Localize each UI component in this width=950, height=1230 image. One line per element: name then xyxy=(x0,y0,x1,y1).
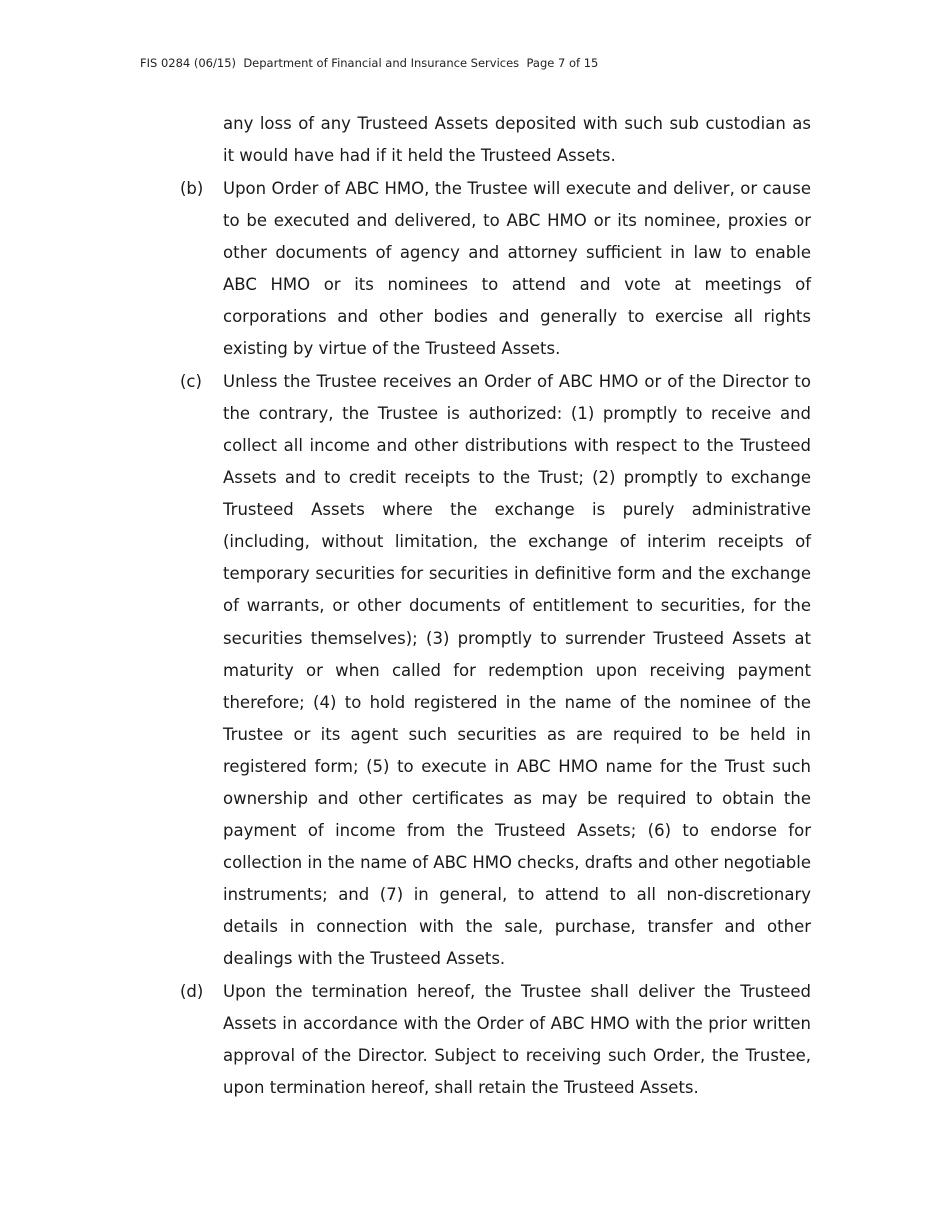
item-text-c: Unless the Trustee receives an Order of ABC HMO or of the Director to the contrary, the Trustee is authorized: (1) promptly to receive and collect all income and other distributions with respect to the Trusteed Assets and to credit receipts to the Trust; (2) promptly to exchange Trusteed Assets where the exchange is purely administrative (including, without limitation, the exchange of interim receipts of temporary securities for securities in definitive form and the exchange of warrants, or other documents of entitlement to securities, for the securities themselves); (3) promptly to surrender Trusteed Assets at maturity or when called for redemption upon receiving payment therefore; (4) to hold registered in the name of the nominee of the Trustee or its agent such securities as are required to be held in registered form; (5) to execute in ABC HMO name for the Trust such ownership and other certificates as may be required to obtain the payment of income from the Trusteed Assets; (6) to endorse for collection in the name of ABC HMO checks, drafts and other negotiable instruments; and (7) in general, to attend to all non-discretionary details in connection with the sale, purchase, transfer and other dealings with the Trusteed Assets. xyxy=(223,371,811,969)
item-label-b: (b) xyxy=(180,178,204,198)
page-number: Page 7 of 15 xyxy=(526,56,599,70)
document-body xyxy=(180,108,811,1104)
list-item-c xyxy=(180,366,811,976)
department-name: Department of Financial and Insurance Services xyxy=(243,56,520,70)
list-item-d xyxy=(180,976,811,1104)
item-label-d: (d) xyxy=(180,982,204,1002)
list-item-b xyxy=(180,173,811,366)
form-id: FIS 0284 (06/15) xyxy=(140,56,236,70)
page-header xyxy=(140,55,598,71)
item-text-d: Upon the termination hereof, the Trustee shall deliver the Trusteed Assets in accordance with the Order of ABC HMO with the prior written approval of the Director. Subject to receiving such Order, the Trustee, upon termination hereof, shall retain the Trusteed Assets. xyxy=(223,982,811,1098)
item-text-b: Upon Order of ABC HMO, the Trustee will execute and deliver, or cause to be executed and delivered, to ABC HMO or its nominee, proxies or other documents of agency and attorney sufficient in law to enable ABC HMO or its nominees to attend and vote at meetings of corporations and other bodies and generally to exercise all rights existing by virtue of the Trusteed Assets. xyxy=(223,178,811,359)
continuation-paragraph: any loss of any Trusteed Assets deposited with such sub custodian as it would have had if it held the Trusteed Assets. xyxy=(223,114,811,166)
item-label-c: (c) xyxy=(180,371,202,391)
